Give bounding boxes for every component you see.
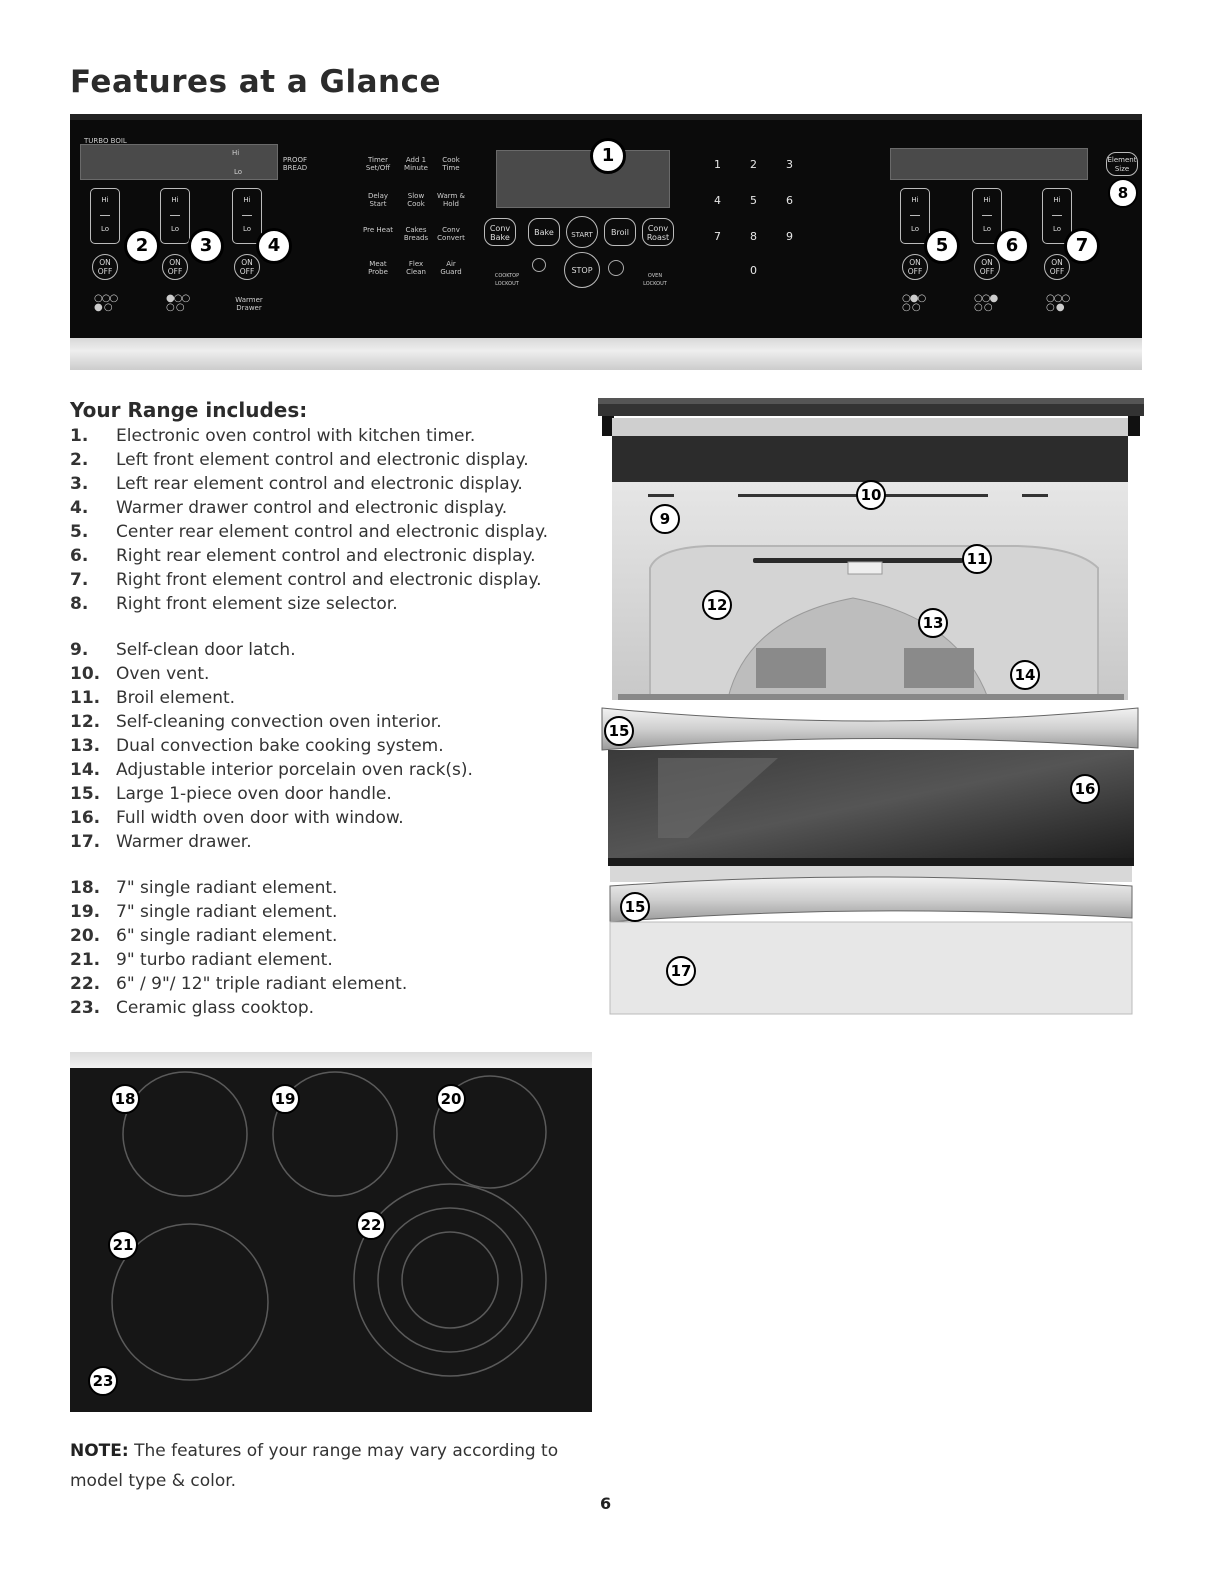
list-item: 6. Right rear element control and electronic display. bbox=[70, 546, 536, 566]
list-item: 7. Right front element control and electronic display. bbox=[70, 570, 542, 590]
list-item: 22. 6" / 9"/ 12" triple radiant element. bbox=[70, 974, 408, 994]
callout-6: 6 bbox=[994, 228, 1030, 264]
list-item: 3. Left rear element control and electronic display. bbox=[70, 474, 523, 494]
numpad-key: 7 bbox=[714, 230, 721, 243]
list-item: 8. Right front element size selector. bbox=[70, 594, 398, 614]
callout-12: 12 bbox=[702, 590, 732, 620]
clock-icon bbox=[608, 260, 624, 276]
slider-warmer-drawer: Hi Lo bbox=[232, 188, 262, 244]
callout-11: 11 bbox=[962, 544, 992, 574]
callout-3: 3 bbox=[188, 228, 224, 264]
cooktop-lockout-label: COOKTOP LOCKOUT bbox=[494, 273, 520, 287]
callout-18: 18 bbox=[110, 1084, 140, 1114]
numpad-key: 9 bbox=[786, 230, 793, 243]
slider-left-rear: Hi Lo bbox=[160, 188, 190, 244]
key-cook-time: Cook Time bbox=[442, 156, 460, 172]
callout-19: 19 bbox=[270, 1084, 300, 1114]
control-panel-illustration bbox=[70, 120, 1142, 338]
slider-right-rear: Hi Lo bbox=[972, 188, 1002, 244]
onoff-warmer: ON OFF bbox=[234, 254, 260, 280]
list-item: 13. Dual convection bake cooking system. bbox=[70, 736, 444, 756]
list-item: 1. Electronic oven control with kitchen timer. bbox=[70, 426, 476, 446]
conv-bake-button: Conv Bake bbox=[484, 218, 516, 246]
start-button: START bbox=[566, 216, 598, 248]
list-item: 4. Warmer drawer control and electronic display. bbox=[70, 498, 508, 518]
element-indicator-icon: ○○● ○ ○ bbox=[974, 293, 998, 313]
callout-8: 8 bbox=[1108, 178, 1138, 208]
list-item: 5. Center rear element control and electronic display. bbox=[70, 522, 548, 542]
key-cakes-breads: Cakes Breads bbox=[403, 226, 429, 242]
callout-15-top: 15 bbox=[604, 716, 634, 746]
numpad-key: 3 bbox=[786, 158, 793, 171]
element-indicator-icon: ○●○ ○ ○ bbox=[902, 293, 926, 313]
list-item: 17. Warmer drawer. bbox=[70, 832, 252, 852]
left-display bbox=[80, 144, 278, 180]
numpad-key: 0 bbox=[750, 264, 757, 277]
proof-bread-label: PROOF BREAD bbox=[282, 156, 308, 172]
callout-16: 16 bbox=[1070, 774, 1100, 804]
callout-2: 2 bbox=[124, 228, 160, 264]
turbo-boil-label: TURBO BOIL bbox=[84, 137, 127, 145]
note bbox=[70, 1436, 590, 1496]
list-item: 23. Ceramic glass cooktop. bbox=[70, 998, 315, 1018]
onoff-right-rear: ON OFF bbox=[974, 254, 1000, 280]
oven-display bbox=[496, 150, 670, 208]
list-item: 2. Left front element control and electronic display. bbox=[70, 450, 529, 470]
list-item: 21. 9" turbo radiant element. bbox=[70, 950, 333, 970]
element-indicator-icon: ●○○ ○ ○ bbox=[166, 293, 190, 313]
numpad-key: 6 bbox=[786, 194, 793, 207]
key-warm-hold: Warm & Hold bbox=[436, 192, 466, 208]
callout-22: 22 bbox=[356, 1210, 386, 1240]
list-item: 11. Broil element. bbox=[70, 688, 236, 708]
note-text: The features of your range may vary according to model type & color. bbox=[70, 1441, 559, 1491]
key-timer: Timer Set/Off bbox=[365, 156, 391, 172]
callout-15-bottom: 15 bbox=[620, 892, 650, 922]
bake-button: Bake bbox=[528, 218, 560, 246]
numpad-key: 8 bbox=[750, 230, 757, 243]
key-air-guard: Air Guard bbox=[440, 260, 462, 276]
key-preheat: Pre Heat bbox=[363, 226, 393, 234]
display-hi-label: Hi bbox=[232, 149, 240, 157]
numpad-key: 2 bbox=[750, 158, 757, 171]
broil-button: Broil bbox=[604, 218, 636, 246]
conv-roast-button: Conv Roast bbox=[642, 218, 674, 246]
callout-10: 10 bbox=[856, 480, 886, 510]
slider-right-front: Hi Lo bbox=[1042, 188, 1072, 244]
key-delay-start: Delay Start bbox=[367, 192, 389, 208]
list-heading: Your Range includes: bbox=[70, 398, 308, 422]
onoff-left-front: ON OFF bbox=[92, 254, 118, 280]
callout-17: 17 bbox=[666, 956, 696, 986]
onoff-right-front: ON OFF bbox=[1044, 254, 1070, 280]
slider-center-rear: Hi Lo bbox=[900, 188, 930, 244]
light-bulb-icon bbox=[532, 258, 546, 272]
list-item: 15. Large 1-piece oven door handle. bbox=[70, 784, 392, 804]
numpad-key: 5 bbox=[750, 194, 757, 207]
list-item: 12. Self-cleaning convection oven interior. bbox=[70, 712, 442, 732]
list-item: 16. Full width oven door with window. bbox=[70, 808, 404, 828]
list-item: 9. Self-clean door latch. bbox=[70, 640, 296, 660]
numpad-key: 1 bbox=[714, 158, 721, 171]
callout-20: 20 bbox=[436, 1084, 466, 1114]
callout-7: 7 bbox=[1064, 228, 1100, 264]
callout-21: 21 bbox=[108, 1230, 138, 1260]
list-item: 20. 6" single radiant element. bbox=[70, 926, 338, 946]
element-indicator-icon: ○○○ ● ○ bbox=[94, 293, 118, 313]
key-add-minute: Add 1 Minute bbox=[404, 156, 428, 172]
panel-trim bbox=[70, 338, 1142, 370]
callout-4: 4 bbox=[256, 228, 292, 264]
page-title: Features at a Glance bbox=[70, 64, 442, 100]
list-item: 14. Adjustable interior porcelain oven rack(s). bbox=[70, 760, 473, 780]
callout-1: 1 bbox=[590, 138, 626, 174]
onoff-center-rear: ON OFF bbox=[902, 254, 928, 280]
slider-left-front: Hi Lo bbox=[90, 188, 120, 244]
callout-14: 14 bbox=[1010, 660, 1040, 690]
list-item: 18. 7" single radiant element. bbox=[70, 878, 338, 898]
element-size-button: Element Size bbox=[1106, 152, 1138, 176]
callout-23: 23 bbox=[88, 1366, 118, 1396]
right-display bbox=[890, 148, 1088, 180]
display-lo-label: Lo bbox=[234, 168, 243, 176]
key-slow-cook: Slow Cook bbox=[407, 192, 425, 208]
page-number: 6 bbox=[600, 1494, 612, 1513]
oven-lockout-label: OVEN LOCKOUT bbox=[643, 273, 667, 287]
key-conv-convert: Conv Convert bbox=[437, 226, 465, 242]
numpad-key: 4 bbox=[714, 194, 721, 207]
element-indicator-icon: ○○○ ○ ● bbox=[1046, 293, 1070, 313]
note-label: NOTE: bbox=[70, 1441, 129, 1461]
callout-5: 5 bbox=[924, 228, 960, 264]
key-meat-probe: Meat Probe bbox=[368, 260, 388, 276]
oven-illustration bbox=[598, 398, 1144, 1018]
callout-9: 9 bbox=[650, 504, 680, 534]
list-item: 10. Oven vent. bbox=[70, 664, 210, 684]
cooktop-illustration bbox=[70, 1052, 592, 1412]
callout-13: 13 bbox=[918, 608, 948, 638]
key-flex-clean: Flex Clean bbox=[406, 260, 426, 276]
list-item: 19. 7" single radiant element. bbox=[70, 902, 338, 922]
warmer-drawer-label: Warmer Drawer bbox=[235, 296, 263, 312]
stop-button: STOP bbox=[564, 252, 600, 288]
onoff-left-rear: ON OFF bbox=[162, 254, 188, 280]
